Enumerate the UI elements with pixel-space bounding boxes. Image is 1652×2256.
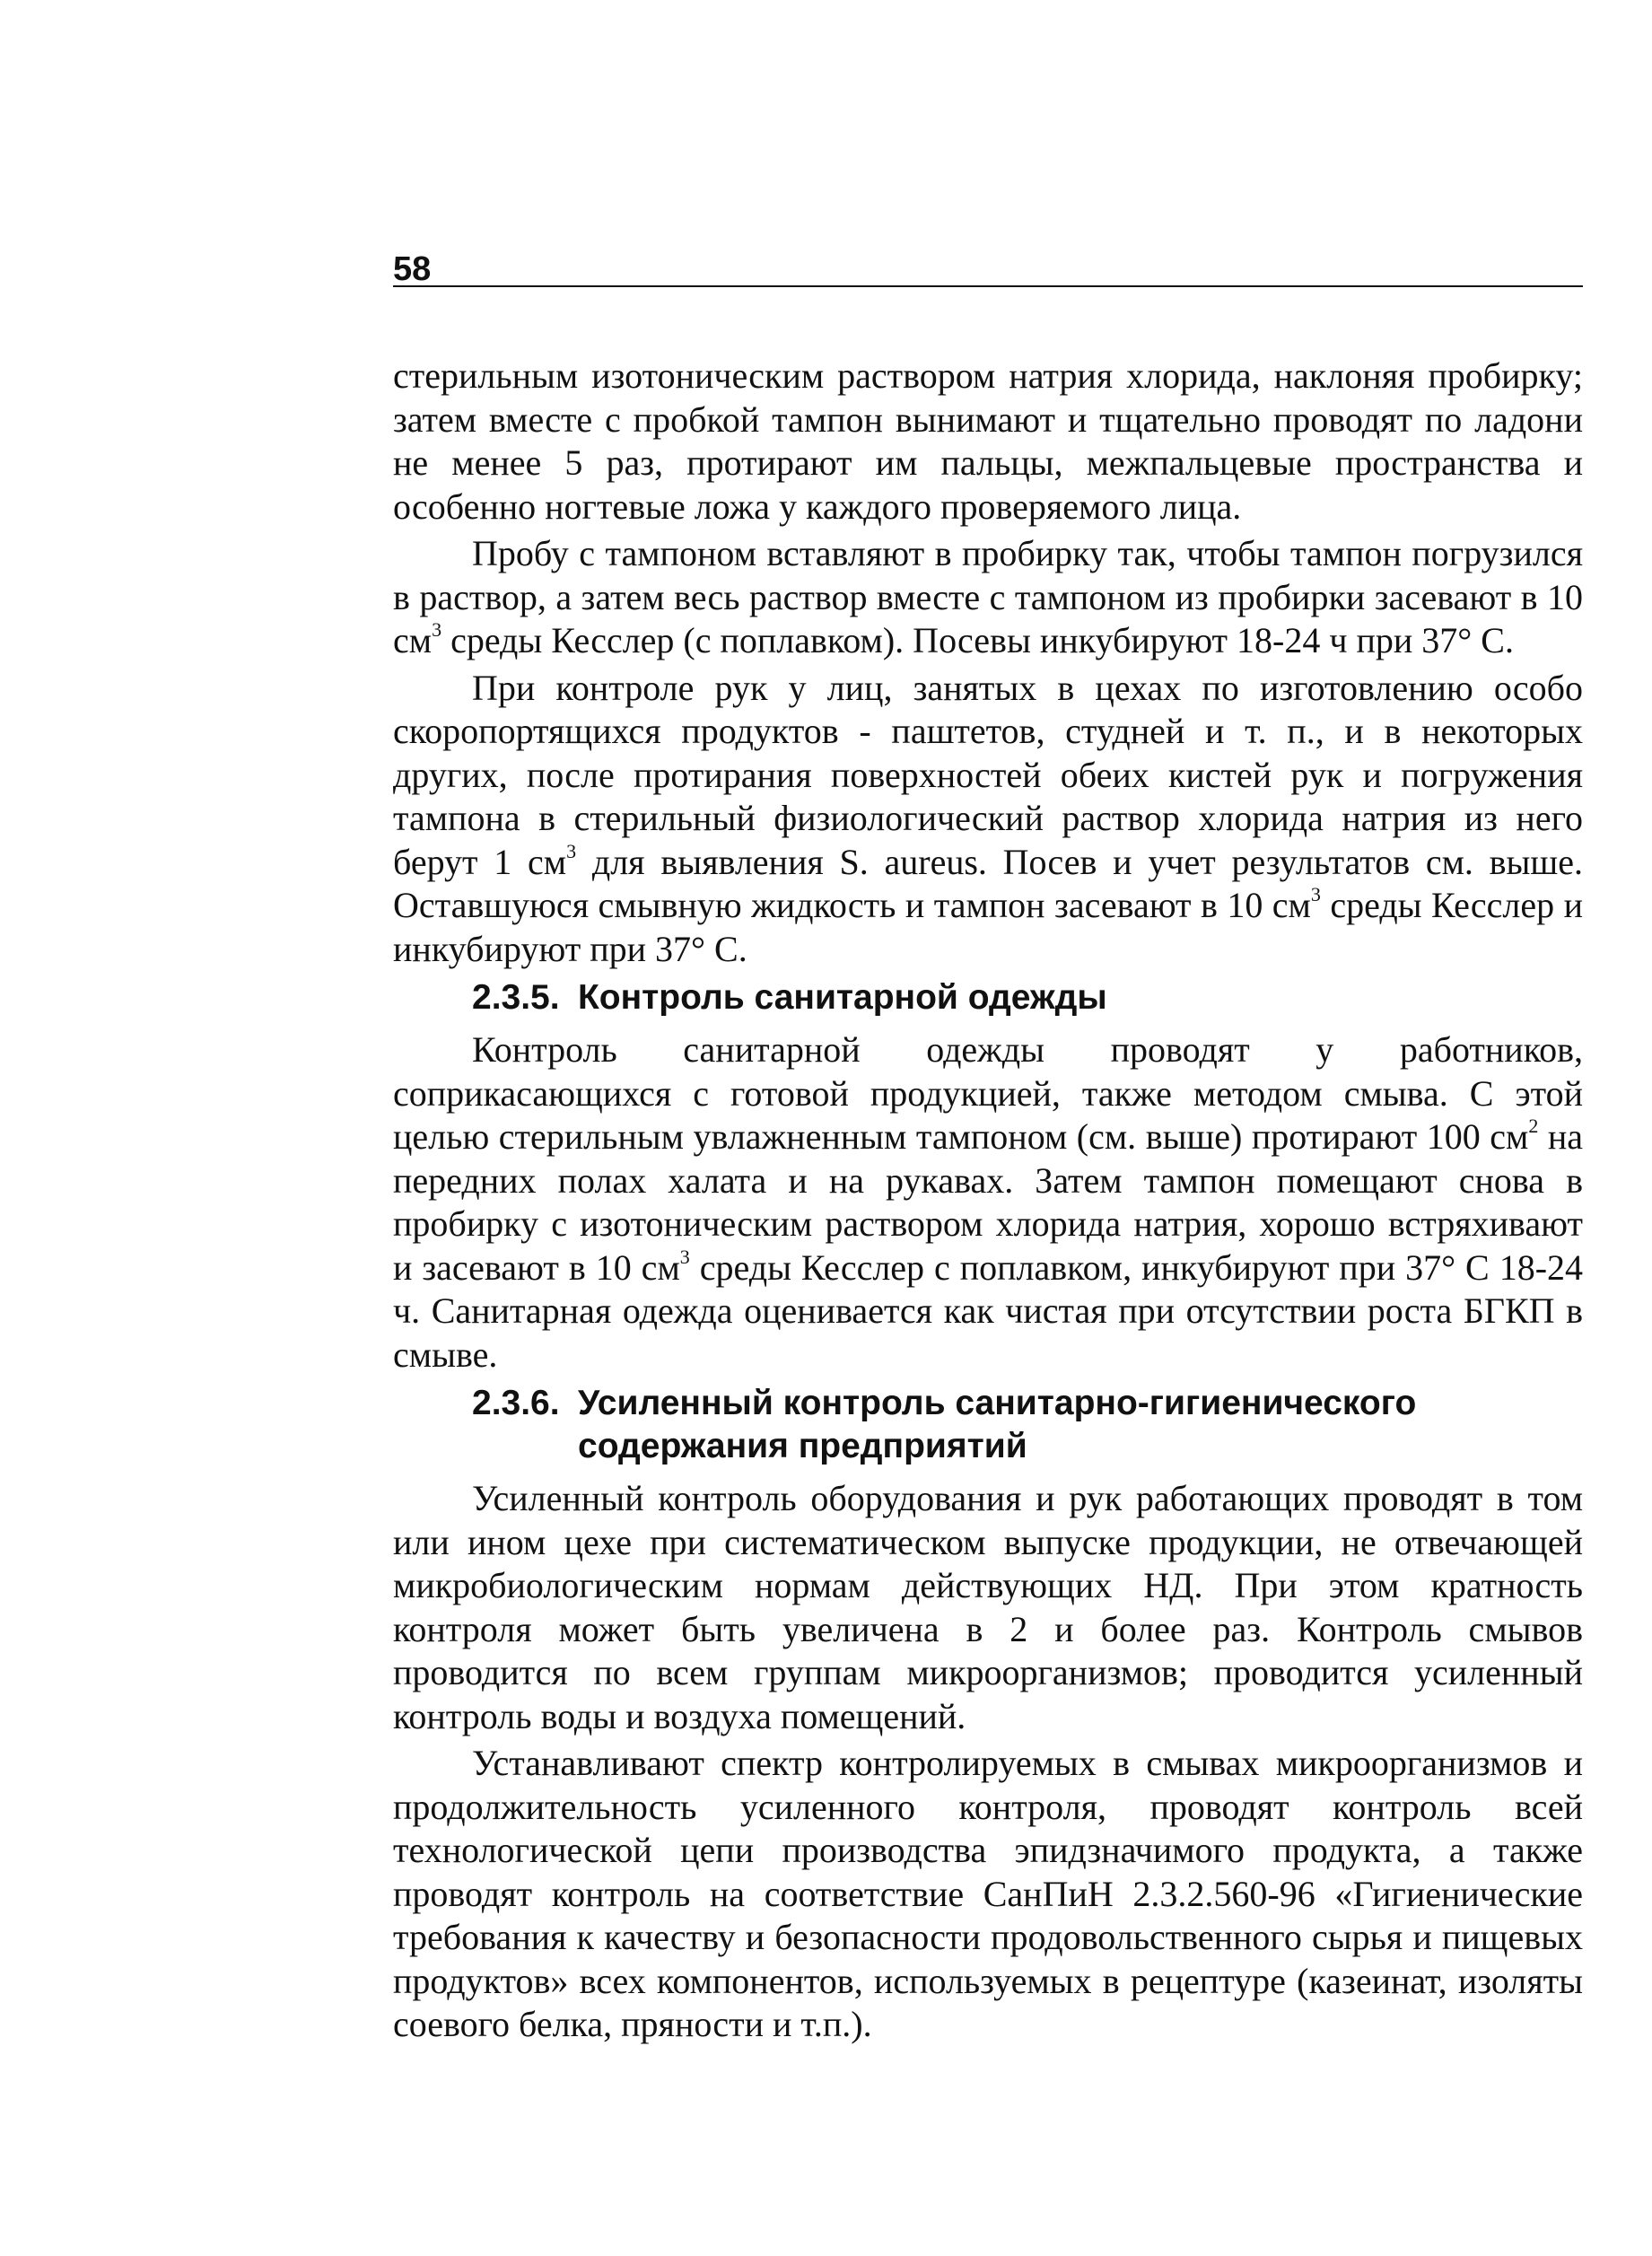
section-title: Контроль санитарной одежды: [578, 978, 1107, 1017]
text-column: [393, 354, 1583, 2051]
section-number: 2.3.5.: [472, 978, 560, 1017]
superscript: 3: [679, 1245, 690, 1268]
text-run: Контроль санитарной одежды проводят у работников, соприкасающихся с готовой продукцией, также методом смыва. С этой целью стерильным увлажненным тампоном (см. выше) протирают 100 см: [393, 1029, 1583, 1157]
superscript: 2: [1528, 1115, 1539, 1138]
text-run: среды Кесслер и инкубируют при 37° С.: [393, 885, 1583, 969]
paragraph-enhanced-control: Усиленный контроль оборудования и рук работающих проводят в том или ином цехе при систематическом выпуске продукции, не отвечающей микробиологическим нормам действующих НД. При этом кратность контроля может быть увеличена в 2 и более раз. Контроль смывов проводится по всем группам микроорганизмов; проводится усиленный контроль воды и воздуха помещений.: [393, 1478, 1583, 1736]
header-rule: [393, 285, 1583, 287]
section-heading-2-3-6: [393, 1382, 1583, 1468]
paragraph-continued: стерильным изотоническим раствором натрия хлорида, наклоняя пробирку; затем вместе с пробкой тампон вынимают и тщательно проводят по ладони не менее 5 раз, протирают им пальцы, межпальцевые пространства и особенно ногтевые ложа у каждого проверяемого лица.: [393, 355, 1583, 527]
text-run: для выявления S. aureus. Посев и учет результатов см. выше. Оставшуюся смывную жидкость и тампон засевают в 10 см: [393, 841, 1583, 925]
superscript: 3: [432, 618, 442, 642]
superscript: 3: [1310, 883, 1321, 906]
page-number: 58: [393, 250, 432, 288]
text-run: Пробу с тампоном вставляют в пробирку так, чтобы тампон погрузился в раствор, а затем весь раствор вместе с тампоном из пробирки засевают в 10 см: [393, 533, 1583, 660]
paragraph-hand-control: [393, 667, 1583, 972]
text-run: среды Кесслер с поплавком, инкубируют при 37° С 18-24 ч. Санитарная одежда оценивается как чистая при отсутствии роста БГКП в смыве.: [393, 1246, 1584, 1375]
section-number: 2.3.6.: [472, 1384, 560, 1422]
paragraph-clothing-control: [393, 1028, 1583, 1377]
section-heading-2-3-5: [393, 976, 1583, 1019]
paragraph-sample-inoculation: [393, 532, 1583, 663]
section-title-line-2: содержания предприятий: [578, 1427, 1027, 1465]
text-run: При контроле рук у лиц, занятых в цехах по изготовлению особо скоропортящихся продуктов - паштетов, студней и т. п., и в некоторых других, после протирания поверхностей обеих кистей рук и погружения тампона в стерильный физиологический раствор хлорида натрия из него берут 1 см: [393, 667, 1583, 882]
superscript: 3: [566, 839, 577, 862]
section-title-line-1: Усиленный контроль санитарно-гигиенического: [578, 1384, 1417, 1422]
paragraph-spectrum: Устанавливают спектр контролируемых в смывах микроорганизмов и продолжительность усиленного контроля, проводят контроль всей технологической цепи производства эпидзначимого продукта, а также проводят контроль на соответствие СанПиН 2.3.2.560-96 «Гигиенические требования к качеству и безопасности продовольственного сырья и пищевых продуктов» всех компонентов, используемых в рецептуре (казеинат, изоляты соевого белка, пряности и т.п.).: [393, 1743, 1583, 2044]
text-run: на передних полах халата и на рукавах. Затем тампон помещают снова в пробирку с изотоническим раствором хлорида натрия, хорошо встряхивают и засевают в 10 см: [393, 1116, 1583, 1288]
text-run: среды Кесслер (с поплавком). Посевы инкубируют 18-24 ч при 37° С.: [441, 620, 1514, 660]
